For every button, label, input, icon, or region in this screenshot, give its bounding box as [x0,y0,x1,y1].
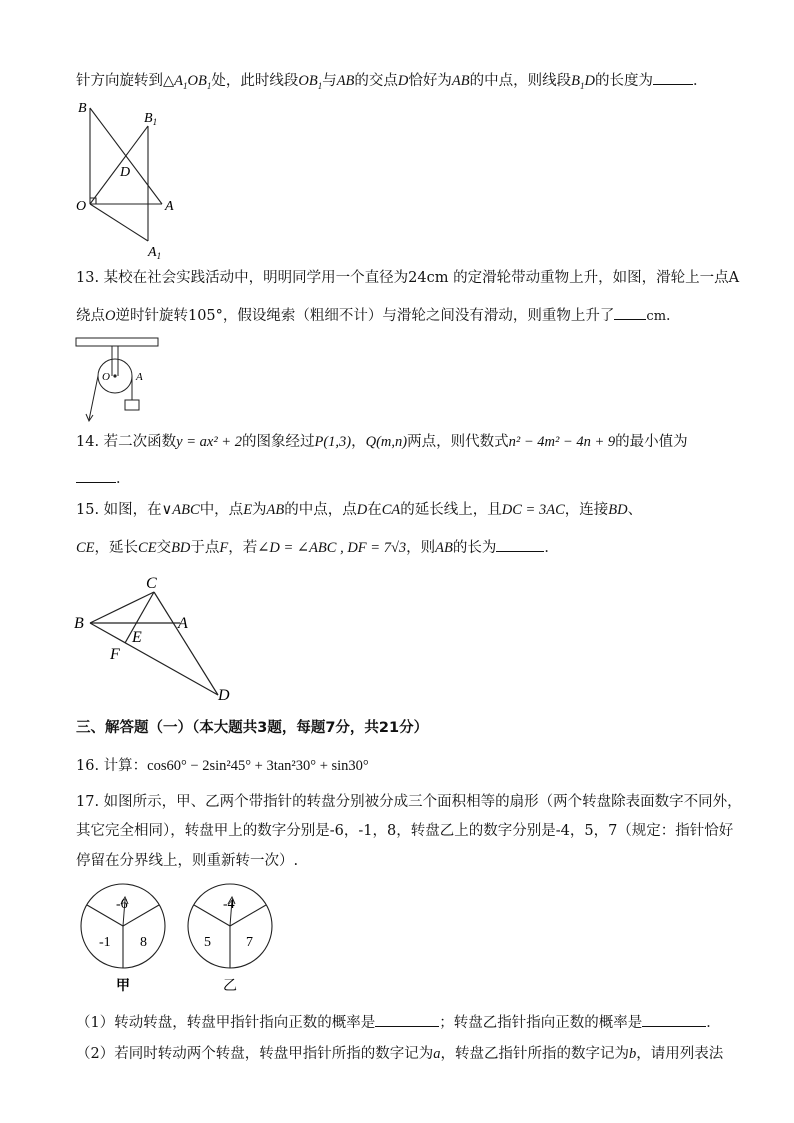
q14-point-p: P(1,3) [314,434,352,450]
q12-seg: B [571,73,580,89]
q15-text: ，延长 [94,540,139,556]
q15-seg: BD [608,502,628,518]
q14-line1 [76,432,688,452]
q15-text: 的中点，点 [284,502,357,518]
q15-text: 中，点 [199,502,244,518]
q15-seg: BD [171,540,191,556]
q14-text: ， [351,434,366,450]
label-O: O [76,199,87,214]
q17-wheels-figure [80,882,280,994]
q15-text: ，连接 [564,502,609,518]
q12-text: 与 [322,73,337,89]
answer-blank[interactable] [375,1012,439,1027]
label-B1-sub: 1 [152,117,158,127]
q15-text: 交 [156,540,172,556]
q17-text: ． [706,1015,721,1031]
line-CD [154,592,218,695]
q14-line2 [76,468,131,489]
q13-line1: 13. 某校在社会实践活动中，明明同学用一个直径为24cm 的定滑轮带动重物上升，如图，滑轮上一点A [76,270,740,286]
q17-text: ，转盘乙指针所指的数字记为 [440,1046,629,1062]
q13-point-o: O [105,308,116,324]
q12-triangle: △A [163,73,184,89]
q13-pulley-figure [72,336,172,426]
q12-sub: 1 [206,80,212,91]
q12-text: 针方向旋转到 [76,73,163,89]
q12-figure [70,96,190,266]
q15-seg: AB [435,540,453,556]
q14-point-q: Q(m,n) [365,434,408,450]
q17-var-a: a [433,1046,441,1062]
q15-point: F [219,540,229,556]
q15-seg: CE [138,540,157,556]
q12-text-line [76,70,707,96]
q14-expression: n² − 4m² − 4n + 9 [508,434,616,450]
label-D: D [218,687,230,704]
q16-label: 16. 计算： [76,758,148,774]
q15-text: 在 [367,502,382,518]
label-F: F [110,646,120,663]
wheel-yi [188,884,272,994]
q14-text: ． [116,471,131,487]
line-OA1 [90,204,148,241]
q15-seg: CE [76,540,95,556]
answer-blank[interactable] [76,468,116,483]
wheel-jia-label: 甲 [116,979,130,994]
section-heading: 三、解答题（一）（本大题共3题，每题7分，共21分） [76,720,429,736]
q17-line2: 其它完全相同），转盘甲上的数字分别是-6，-1，8，转盘乙上的数字分别是-4，5，7（规定：指针恰好 [76,823,734,839]
q15-text: 、 [627,502,643,518]
q17-part1 [76,1012,721,1033]
q16-line [76,756,369,776]
label-B: B [74,615,84,632]
q15-condition: DC = 3AC [501,502,565,518]
answer-blank[interactable] [642,1012,706,1027]
q15-text: ，若 [228,540,258,556]
q17-var-b: b [628,1046,637,1062]
q17-part2 [76,1044,723,1064]
q13-unit: cm [646,309,667,324]
q15-line2 [76,537,559,558]
weight-block [125,400,139,410]
q12-point: D [397,73,409,89]
q12-sub: 1 [579,80,585,91]
label-B1 [144,111,157,127]
q15-point: D [356,502,368,518]
q12-seg: AB [451,73,470,89]
q15-text: 的长为 [452,540,497,556]
q12-text: 的交点 [354,73,398,89]
q12-text: 处，此时线段 [211,73,299,89]
label-C: C [146,575,157,592]
q12-triangle-rest: OB [187,73,207,89]
wheel-yi-label: 乙 [223,979,237,994]
q15-text: 的延长线上，且 [400,502,502,518]
q14-text: 的最小值为 [615,434,688,450]
answer-blank[interactable] [496,537,544,552]
q17-line3: 停留在分界线上，则重新转一次）. [76,853,299,869]
q13-text: 绕点 [76,308,105,324]
q17-text: ，请用列表法 [636,1046,724,1062]
q16-expression: cos60° − 2sin²45° + 3tan²30° + sin30° [147,758,369,774]
pulley-center [113,374,116,377]
q12-sub: 1 [317,80,323,91]
q15-text: 为 [252,502,267,518]
line-BC [90,592,154,623]
q12-sub: 1 [183,80,188,91]
label-A1-main: A [148,245,157,260]
label-A1-sub: 1 [156,251,162,261]
label-E: E [132,629,142,646]
q15-point: E [243,502,253,518]
q12-seg: AB [336,73,355,89]
q15-text: 15. 如图，在∨ [76,502,173,518]
q17-line1: 17. 如图所示，甲、乙两个带指针的转盘分别被分成三个面积相等的扇形（两个转盘除表面数字不同外， [76,794,742,810]
wheel-jia-right-number: 8 [140,935,147,950]
q15-line1 [76,500,642,520]
wheel-jia-top-number: -6 [116,897,128,912]
label-D: D [120,165,131,180]
label-A: A [136,371,143,383]
wheel-jia [81,884,165,994]
wheel-yi-top-number: -4 [223,897,235,912]
pulley-ceiling [76,338,158,346]
wheel-jia-left-number: -1 [99,935,111,950]
q12-text: 的中点，则线段 [469,73,572,89]
q12-seg: OB [298,73,318,89]
label-O: O [102,371,110,383]
q14-text: 14. 若二次函数 [76,434,177,450]
rope-left [89,376,98,420]
label-A: A [178,615,188,632]
q15-triangle: ABC [172,502,200,518]
q13-text: ． [666,308,681,324]
q12-text: 恰好为 [408,73,452,89]
q12-text: ． [692,73,708,89]
q15-seg: AB [266,502,285,518]
label-A: A [165,199,174,214]
q17-text: ；转盘乙指针指向正数的概率是 [439,1015,643,1031]
label-B1-main: B [144,111,153,126]
q14-text: 两点，则代数式 [407,434,509,450]
label-A1 [147,245,161,261]
q13-text: 逆时针旋转105°，假设绳索（粗细不计）与滑轮之间没有滑动，则重物上升了 [115,308,615,324]
q12-text: 的长度为 [594,73,653,89]
q12-seg: D [584,73,595,89]
q17-text: （2）若同时转动两个转盘，转盘甲指针所指的数字记为 [76,1046,434,1062]
q14-text: 的图象经过 [241,434,315,450]
q15-seg: CA [381,502,401,518]
wheel-yi-left-number: 5 [204,935,211,950]
q15-text: ． [544,540,559,556]
q15-condition: ∠D = ∠ABC , DF = 7√3 [257,540,407,556]
answer-blank[interactable] [614,305,646,320]
q15-text: ，则 [406,540,436,556]
q15-figure [70,570,245,705]
line-OB1 [90,126,148,204]
q14-function: y = ax² + 2 [176,434,242,450]
answer-blank[interactable] [653,70,693,85]
q15-text: 于点 [190,540,220,556]
q17-text: （1）转动转盘，转盘甲指针指向正数的概率是 [76,1015,376,1031]
q13-line2 [76,305,681,327]
label-B: B [78,101,87,116]
wheel-yi-right-number: 7 [246,935,253,950]
